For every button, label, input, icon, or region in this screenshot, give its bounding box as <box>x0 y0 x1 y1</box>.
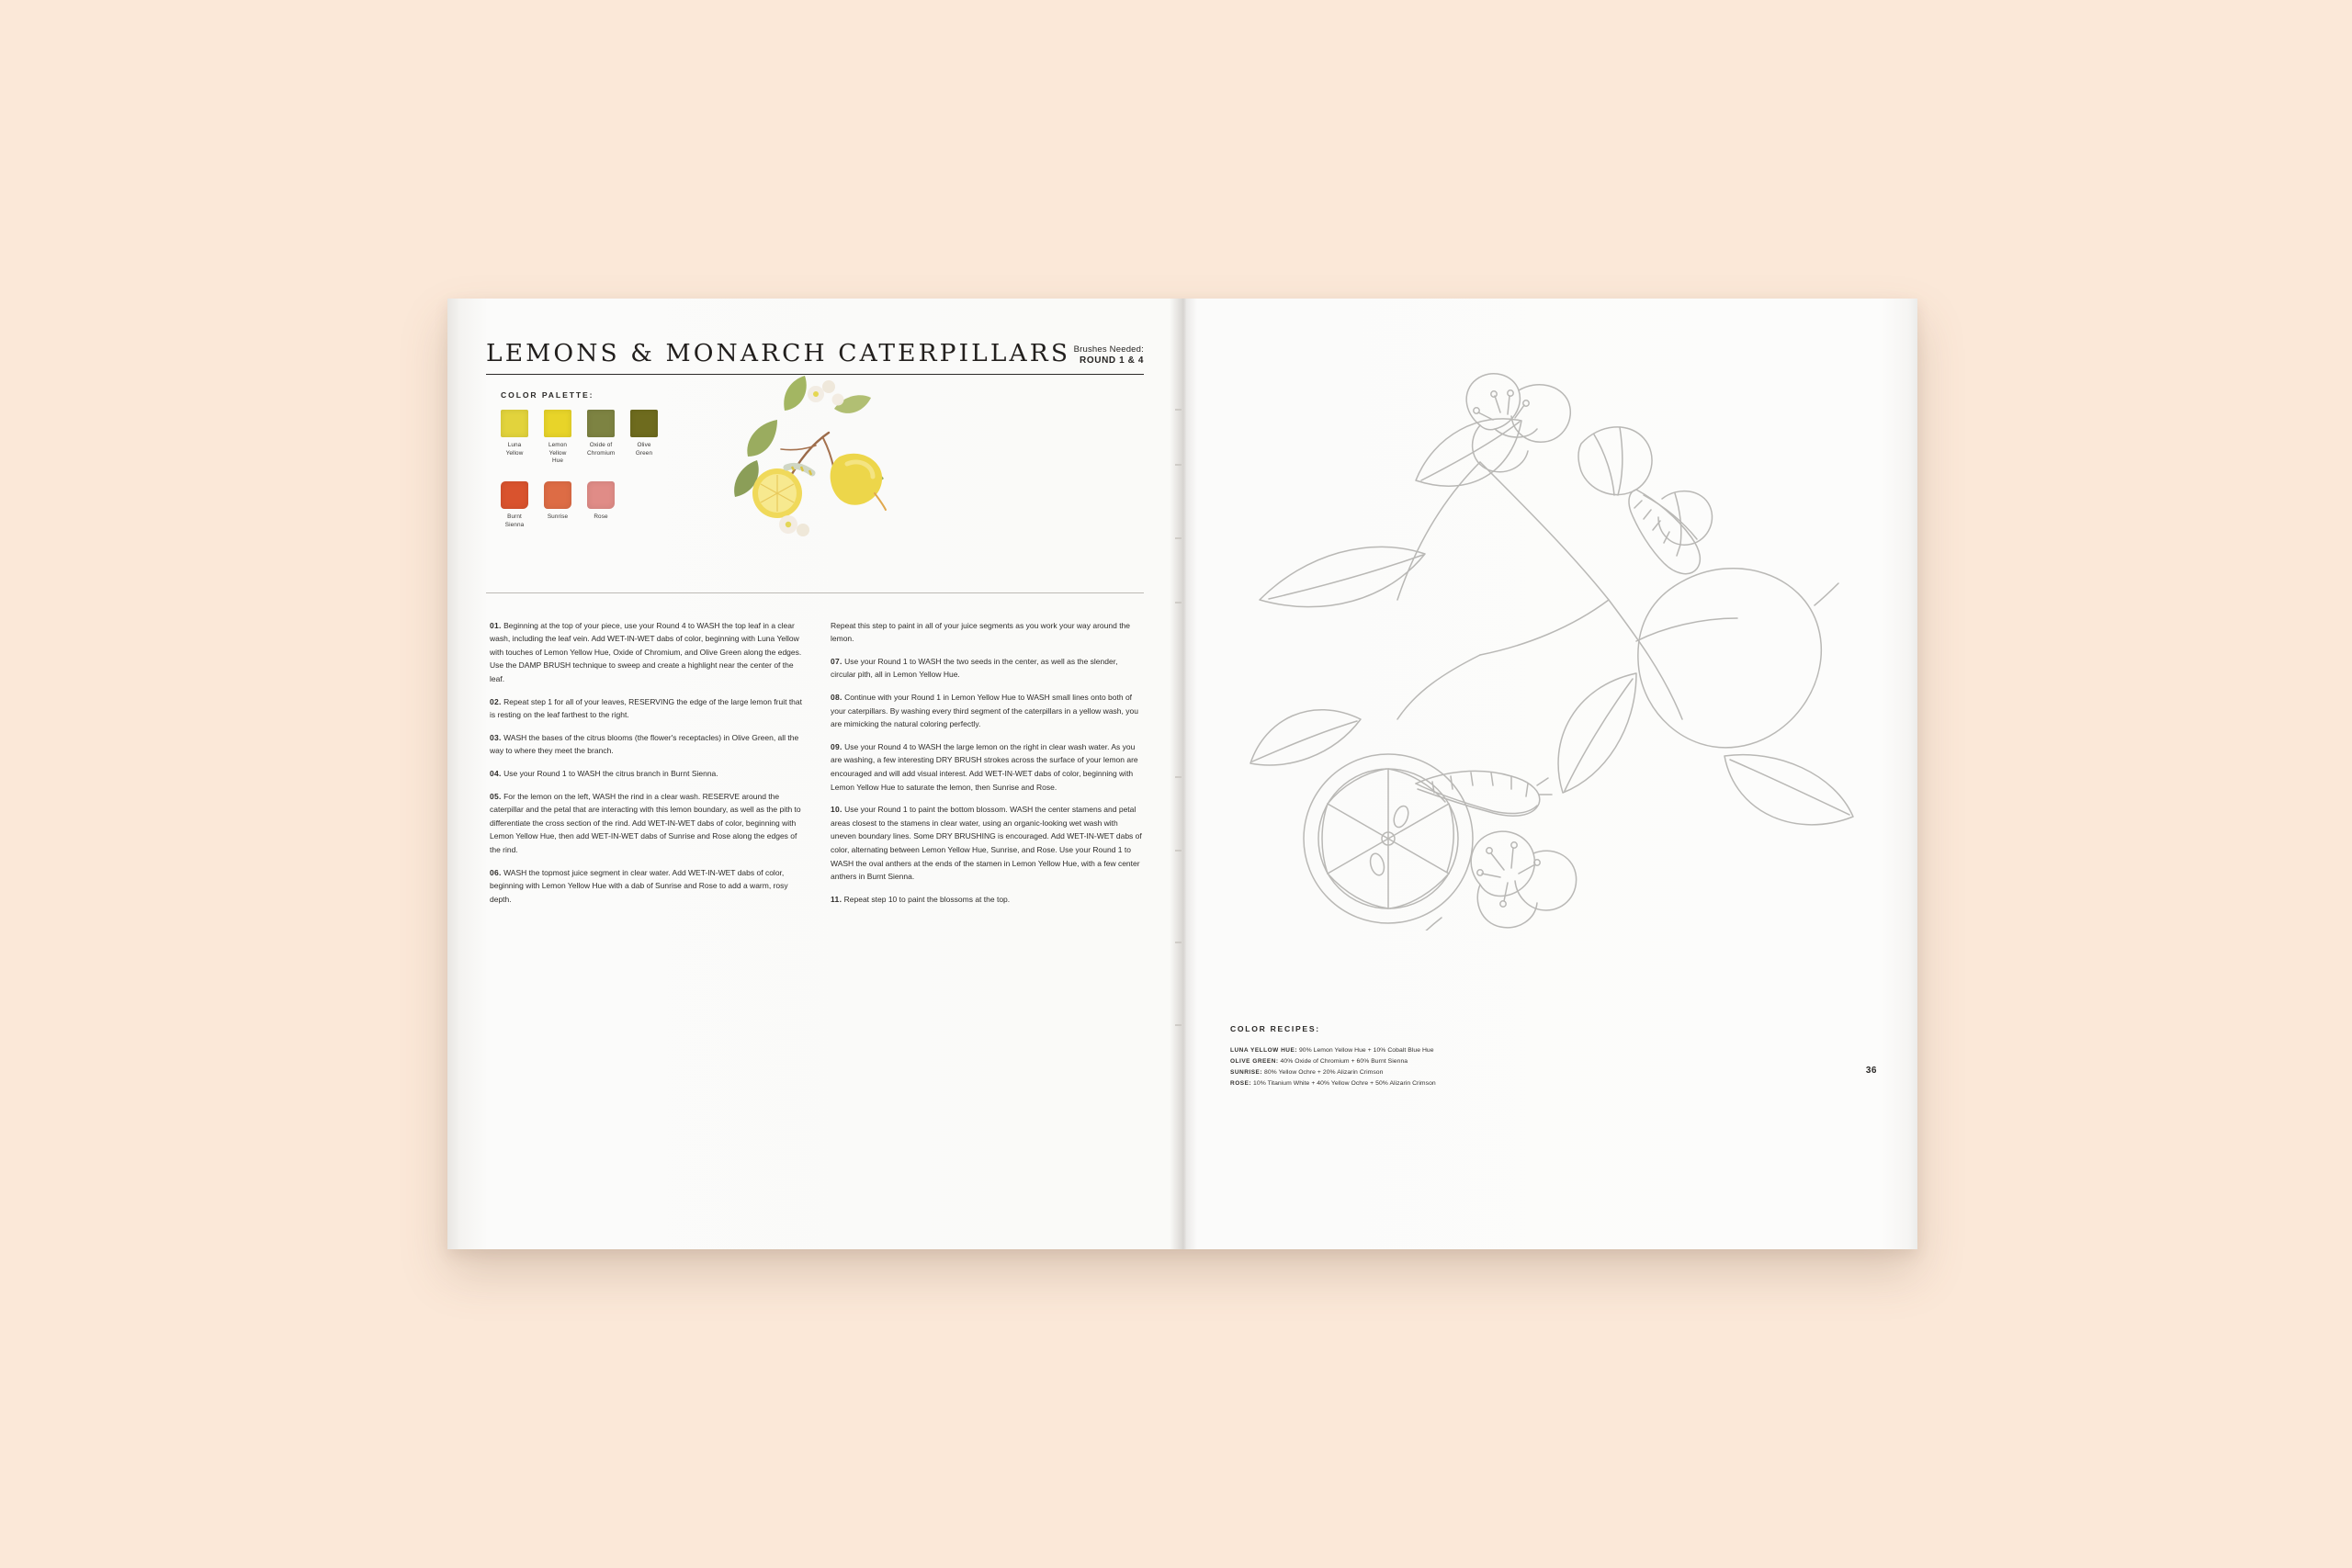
swatch-label: Luna Yellow <box>505 442 524 457</box>
swatch-chip <box>501 481 528 509</box>
swatch-luna-yellow <box>501 410 528 466</box>
open-book <box>447 299 1917 1249</box>
swatch-row-1 <box>501 410 675 466</box>
swatch-lemon-yellow-hue <box>544 410 571 466</box>
section-divider <box>486 592 1144 593</box>
step-item <box>490 790 803 857</box>
swatch-chip <box>544 410 571 437</box>
chapter-header <box>486 339 1144 375</box>
binding-stitch <box>1175 602 1182 604</box>
right-page <box>1182 299 1917 1249</box>
recipe-name: OLIVE GREEN: <box>1230 1057 1279 1065</box>
binding-stitch <box>1175 850 1182 852</box>
instruction-columns <box>490 611 1144 915</box>
step-item <box>831 803 1144 884</box>
binding-stitch <box>1175 409 1182 411</box>
step-item-continued <box>831 619 1144 646</box>
instruction-column-right <box>831 611 1144 915</box>
swatch-chip <box>544 481 571 509</box>
brushes-needed-label: Brushes Needed: <box>1073 344 1144 355</box>
step-text: Repeat step 10 to paint the blossoms at the top. <box>843 894 1011 904</box>
step-number: 04. <box>490 768 502 778</box>
step-number: 05. <box>490 791 502 801</box>
swatch-sunrise <box>544 481 571 529</box>
painted-illustration <box>720 372 904 547</box>
step-number: 07. <box>831 656 842 666</box>
swatch-rose <box>587 481 615 529</box>
step-text: Repeat this step to paint in all of your juice segments as you work your way around the lemon. <box>831 620 1131 644</box>
chapter-title: LEMONS & MONARCH CATERPILLARS <box>486 339 1071 367</box>
step-number: 09. <box>831 741 842 751</box>
swatch-burnt-sienna <box>501 481 528 529</box>
step-text: Use your Round 1 to paint the bottom blossom. WASH the center stamens and petal areas closest to the stamens in clear water, using an organic-looking wet wash with uneven boundary lines. Some DRY BRUSHING is encouraged. Add WET-IN-WET dabs of color, alternating between Lemon Yellow Hue, Sunrise, and Rose. Use your Round 1 to WASH the oval anthers at the ends of the stamen in Lemon Yellow Hue, with a few center anthers in Burnt Sienna. <box>831 805 1142 882</box>
recipe-item <box>1230 1078 1745 1089</box>
color-palette <box>501 390 675 529</box>
step-number: 06. <box>490 867 502 877</box>
step-text: Repeat step 1 for all of your leaves, RESERVING the edge of the large lemon fruit that is resting on the leaf farthest to the right. <box>490 696 803 720</box>
step-number: 08. <box>831 692 842 702</box>
recipe-item <box>1230 1045 1745 1056</box>
step-item <box>490 731 803 758</box>
recipe-name: LUNA YELLOW HUE: <box>1230 1047 1297 1054</box>
step-item <box>831 691 1144 731</box>
step-text: WASH the topmost juice segment in clear water. Add WET-IN-WET dabs of color, beginning with Lemon Yellow Hue with a dab of Sunrise and Rose to add a warm, rosy depth. <box>490 867 788 904</box>
swatch-oxide-of-chromium <box>587 410 615 466</box>
recipe-formula: 80% Yellow Ochre + 20% Alizarin Crimson <box>1264 1068 1384 1076</box>
swatch-row-2 <box>501 481 675 529</box>
swatch-chip <box>630 410 658 437</box>
step-item <box>831 740 1144 794</box>
step-text: Use your Round 1 to WASH the citrus branch in Burnt Sienna. <box>503 768 718 778</box>
line-art-template <box>1204 324 1903 931</box>
swatch-label: Burnt Sienna <box>504 513 525 528</box>
step-number: 10. <box>831 805 842 815</box>
left-page <box>447 299 1182 1249</box>
swatch-label: Lemon Yellow Hue <box>548 442 568 465</box>
swatch-label: Sunrise <box>547 513 569 520</box>
brushes-needed-value: ROUND 1 & 4 <box>1080 355 1144 366</box>
binding-stitch <box>1175 942 1182 943</box>
recipe-item <box>1230 1056 1745 1067</box>
swatch-chip <box>587 410 615 437</box>
step-number: 11. <box>831 894 842 904</box>
binding-stitch <box>1175 776 1182 778</box>
step-text: For the lemon on the left, WASH the rind in a clear wash. RESERVE around the caterpillar and the petal that are interacting with this lemon boundary, as well as the pith to differentiate the cross section of the rind. Add WET-IN-WET dabs of color, beginning with Lemon Yellow Hue, then add WET-IN-WET dabs of Sunrise and Rose along the edges of the rind. <box>490 791 801 855</box>
step-number: 03. <box>490 732 502 742</box>
recipe-formula: 90% Lemon Yellow Hue + 10% Cobalt Blue Hue <box>1298 1047 1434 1054</box>
left-page-content <box>486 339 1144 1208</box>
swatch-label: Rose <box>594 513 608 520</box>
recipe-formula: 40% Oxide of Chromium + 60% Burnt Sienna <box>1280 1057 1408 1065</box>
color-palette-label: COLOR PALETTE: <box>501 390 594 400</box>
recipe-formula: 10% Titanium White + 40% Yellow Ochre + 50% Alizarin Crimson <box>1253 1079 1436 1087</box>
recipe-name: ROSE: <box>1230 1079 1252 1087</box>
color-recipes <box>1230 1024 1745 1089</box>
color-recipes-title: COLOR RECIPES: <box>1230 1024 1320 1033</box>
step-text: Use your Round 1 to WASH the two seeds in the center, as well as the slender, circular pith, all in Lemon Yellow Hue. <box>831 656 1118 680</box>
binding-stitch <box>1175 464 1182 466</box>
step-item <box>831 893 1144 907</box>
swatch-chip <box>501 410 528 437</box>
step-item <box>490 866 803 907</box>
brushes-needed <box>1074 344 1144 367</box>
step-item <box>490 767 803 781</box>
page-number: 36 <box>1865 1066 1877 1076</box>
step-item <box>490 619 803 686</box>
step-text: WASH the bases of the citrus blooms (the flower's receptacles) in Olive Green, all the way to where they meet the branch. <box>490 732 799 756</box>
swatch-olive-green <box>630 410 658 466</box>
swatch-chip <box>587 481 615 509</box>
binding-stitch <box>1175 1024 1182 1026</box>
instruction-column-left <box>490 611 803 915</box>
step-number: 02. <box>490 696 502 706</box>
step-text: Beginning at the top of your piece, use your Round 4 to WASH the top leaf in a clear wash, including the leaf vein. Add WET-IN-WET dabs of color, beginning with Luna Yellow with touches of Lemon Yellow Hue, Oxide of Chromium, and Olive Green along the edges. Use the DAMP BRUSH technique to sweep and create a highlight near the center of the leaf. <box>490 620 802 683</box>
step-number: 01. <box>490 620 502 630</box>
swatch-label: Oxide of Chromium <box>587 442 616 457</box>
swatch-label: Olive Green <box>635 442 653 457</box>
step-item <box>490 695 803 722</box>
step-text: Use your Round 4 to WASH the large lemon on the right in clear wash water. As you are washing, a few interesting DRY BRUSH strokes across the surface of your lemon are encouraged and will add visual interest. Add WET-IN-WET dabs of color, beginning with Lemon Yellow Hue to saturate the lemon, then Sunrise and Rose. <box>831 741 1138 792</box>
step-text: Continue with your Round 1 in Lemon Yellow Hue to WASH small lines onto both of your caterpillars. By washing every third segment of the caterpillars in a yellow wash, you are mimicking the natural coloring perfectly. <box>831 692 1138 729</box>
step-item <box>831 655 1144 682</box>
recipe-item <box>1230 1067 1745 1078</box>
recipe-name: SUNRISE: <box>1230 1068 1263 1076</box>
binding-stitch <box>1175 537 1182 539</box>
